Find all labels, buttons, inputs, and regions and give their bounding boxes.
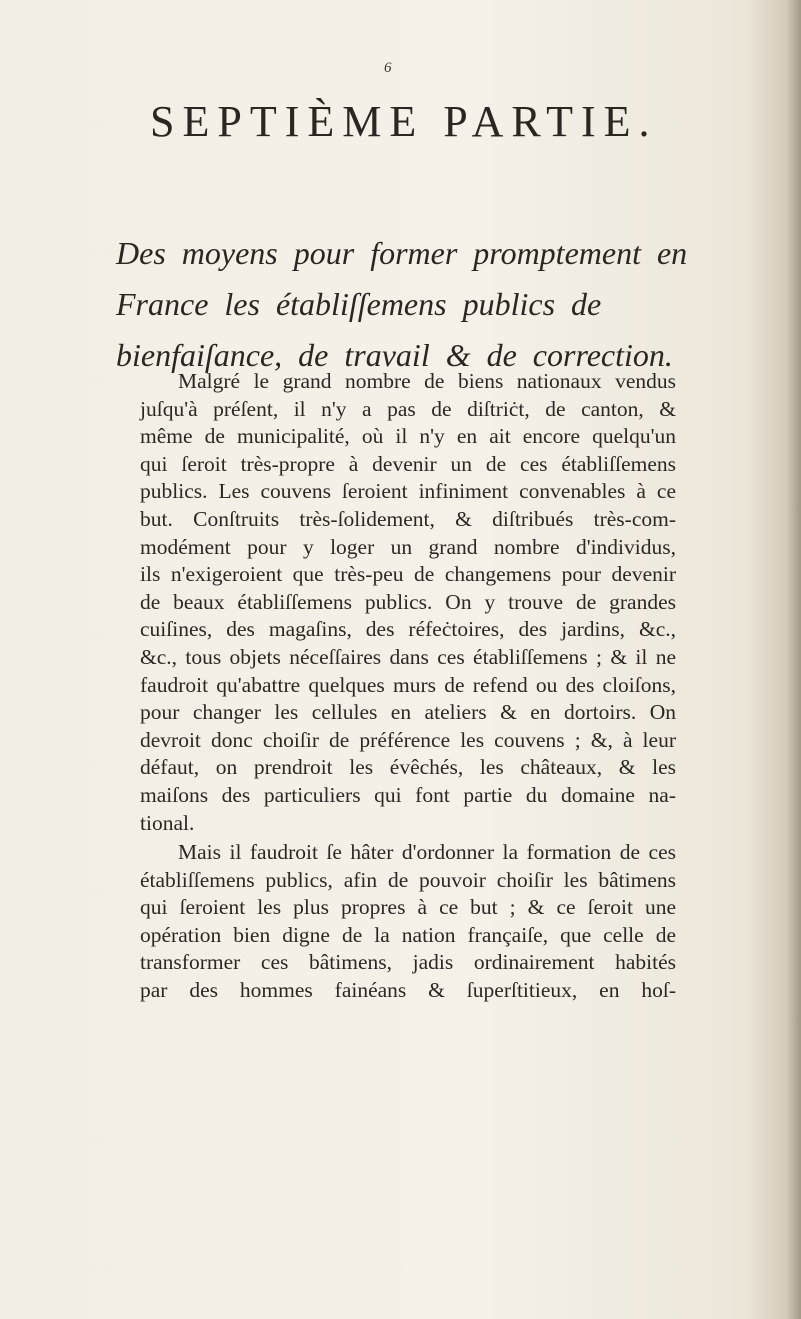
paragraph2-line: qui ſeroient les plus propres à ce but ; & ce ſeroit une [140, 895, 676, 920]
paragraph1-line: publics. Les couvens ſeroient infiniment convenables à ce [140, 479, 676, 504]
subtitle-line: bienfaiſance, de travail & de correction. [116, 337, 673, 373]
paragraph1-line: modément pour y loger un grand nombre d'individus, [140, 534, 676, 559]
paragraph1-line: devroit donc choiſir de préférence les couvens ; &, à leur [140, 727, 676, 752]
subtitle-line: France les établiſſemens publics de [116, 286, 602, 322]
paragraph1-line: pour changer les cellules en ateliers & en dortoirs. On [140, 700, 676, 725]
paragraph1-line: ils n'exigeroient que très-peu de changemens pour devenir [140, 562, 676, 587]
section-subtitle [116, 228, 688, 381]
paragraph1-line: but. Conſtruits très-ſolidement, & diſtribués très-com- [140, 506, 676, 531]
part-title: SEPTIÈME PARTIE. [150, 97, 658, 146]
paragraph1-line: faudroit qu'abattre quelques murs de refend ou des cloiſons, [140, 672, 676, 697]
subtitle-line: Des moyens pour former promptement en [116, 235, 688, 271]
paragraph1-line: &c., tous objets néceſſaires dans ces établiſſemens ; & il ne [140, 644, 676, 669]
paragraph1-line: maiſons des particuliers qui font partie du domaine na- [140, 782, 676, 807]
paragraph2-line: transformer ces bâtimens, jadis ordinairement habités [140, 950, 676, 975]
page-edge-shadow [787, 0, 801, 1319]
paragraph2-line: opération bien digne de la nation françaiſe, que celle de [140, 922, 676, 947]
paragraph2-line: Mais il faudroit ſe hâter d'ordonner la formation de ces [178, 840, 676, 865]
paragraph1-line: juſqu'à préſent, il n'y a pas de diſtriċt, de canton, & [140, 396, 676, 421]
paragraph1-line: de beaux établiſſemens publics. On y trouve de grandes [140, 589, 676, 614]
paragraph2-line: établiſſemens publics, afin de pouvoir choiſir les bâtimens [140, 867, 676, 892]
paragraph1-line: même de municipalité, où il n'y en ait encore quelqu'un [140, 424, 676, 449]
page-number: 6 [384, 60, 392, 76]
paragraph1-line: Malgré le grand nombre de biens nationaux vendus [178, 369, 676, 393]
paragraph1-line: cuiſines, des magaſins, des réfeċtoires, des jardins, &c., [140, 617, 676, 642]
paragraph1-line: qui ſeroit très-propre à devenir un de ces établiſſemens [140, 451, 676, 476]
paragraph2-line: par des hommes fainéans & ſuperſtitieux, en hoſ- [140, 978, 676, 1003]
paragraph1-line: défaut, on prendroit les évêchés, les châteaux, & les [140, 755, 676, 780]
body-text [140, 368, 676, 1005]
paragraph1-line: tional. [140, 810, 195, 835]
